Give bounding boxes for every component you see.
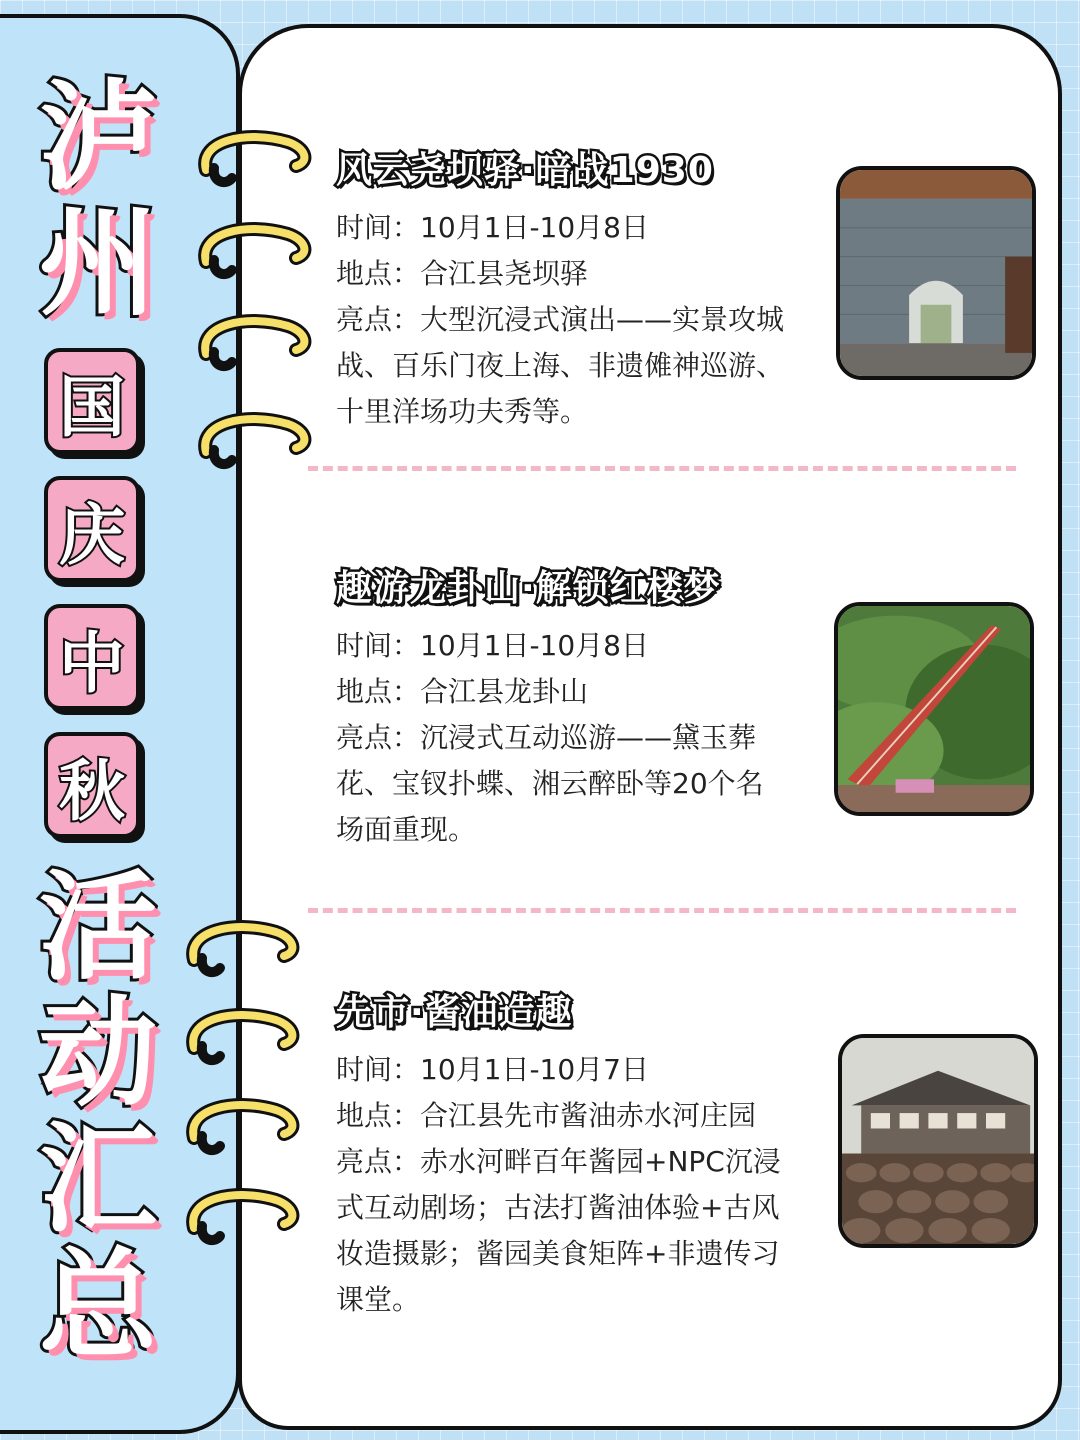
event-section — [336, 560, 836, 853]
binder-ring-icon — [188, 222, 318, 292]
event-time: 时间：10月1日-10月8日 — [336, 211, 649, 244]
watermark: 小红书号：95220723289 — [782, 1393, 1046, 1418]
title-char: 动 — [38, 984, 157, 1122]
event-highlight: 课堂。 — [336, 1283, 421, 1316]
section-divider — [308, 908, 1016, 913]
title-char-box — [44, 604, 140, 710]
title-char: 活 — [38, 858, 157, 996]
event-section — [336, 142, 836, 435]
title-char-box — [44, 732, 140, 838]
event-highlight: 花、宝钗扑蝶、湘云醉卧等20个名 — [336, 767, 764, 800]
section-divider — [308, 466, 1016, 471]
event-title: 趣游龙卦山·解锁红楼梦 — [336, 568, 721, 609]
title-char: 国 — [59, 368, 125, 446]
binder-ring-icon — [176, 1188, 306, 1258]
event-highlight: 场面重现。 — [336, 813, 477, 846]
event-title: 先市·酱油造趣 — [336, 992, 573, 1033]
binder-ring-icon — [188, 314, 318, 384]
title-char: 秋 — [59, 752, 125, 830]
binder-ring-icon — [176, 920, 306, 990]
event-time: 时间：10月1日-10月7日 — [336, 1053, 649, 1086]
ancient-gate-photo — [836, 166, 1036, 380]
event-location: 地点：合江县先市酱油赤水河庄园 — [336, 1099, 757, 1132]
event-section — [336, 984, 836, 1323]
event-highlight: 战、百乐门夜上海、非遗傩神巡游、 — [336, 349, 785, 382]
event-highlight: 式互动剧场；古法打酱油体验+古风 — [336, 1191, 780, 1224]
title-char-box — [44, 476, 140, 582]
event-time: 时间：10月1日-10月8日 — [336, 629, 649, 662]
event-location: 地点：合江县龙卦山 — [336, 675, 589, 708]
event-highlight: 妆造摄影；酱园美食矩阵+非遗传习 — [336, 1237, 780, 1270]
binder-ring-icon — [176, 1098, 306, 1168]
binder-ring-icon — [188, 412, 318, 482]
event-highlight: 亮点：沉浸式互动巡游——黛玉葬 — [336, 721, 757, 754]
event-highlight: 亮点：大型沉浸式演出——实景攻城 — [336, 303, 785, 336]
soy-sauce-yard-photo — [838, 1034, 1038, 1248]
binder-ring-icon — [188, 130, 318, 200]
title-char: 中 — [59, 624, 125, 702]
title-char: 州 — [38, 194, 157, 332]
mountain-bridge-photo — [834, 602, 1034, 816]
title-char: 汇 — [38, 1110, 157, 1248]
title-char: 泸 — [38, 68, 157, 206]
event-highlight: 十里洋场功夫秀等。 — [336, 395, 589, 428]
event-highlight: 亮点：赤水河畔百年酱园+NPC沉浸 — [336, 1145, 781, 1178]
vertical-title — [28, 68, 168, 1374]
title-char-box — [44, 348, 140, 454]
title-char: 总 — [38, 1236, 157, 1374]
title-char: 庆 — [59, 496, 125, 574]
binder-ring-icon — [176, 1008, 306, 1078]
event-title: 风云尧坝驿·暗战1930 — [336, 150, 714, 191]
event-location: 地点：合江县尧坝驿 — [336, 257, 589, 290]
